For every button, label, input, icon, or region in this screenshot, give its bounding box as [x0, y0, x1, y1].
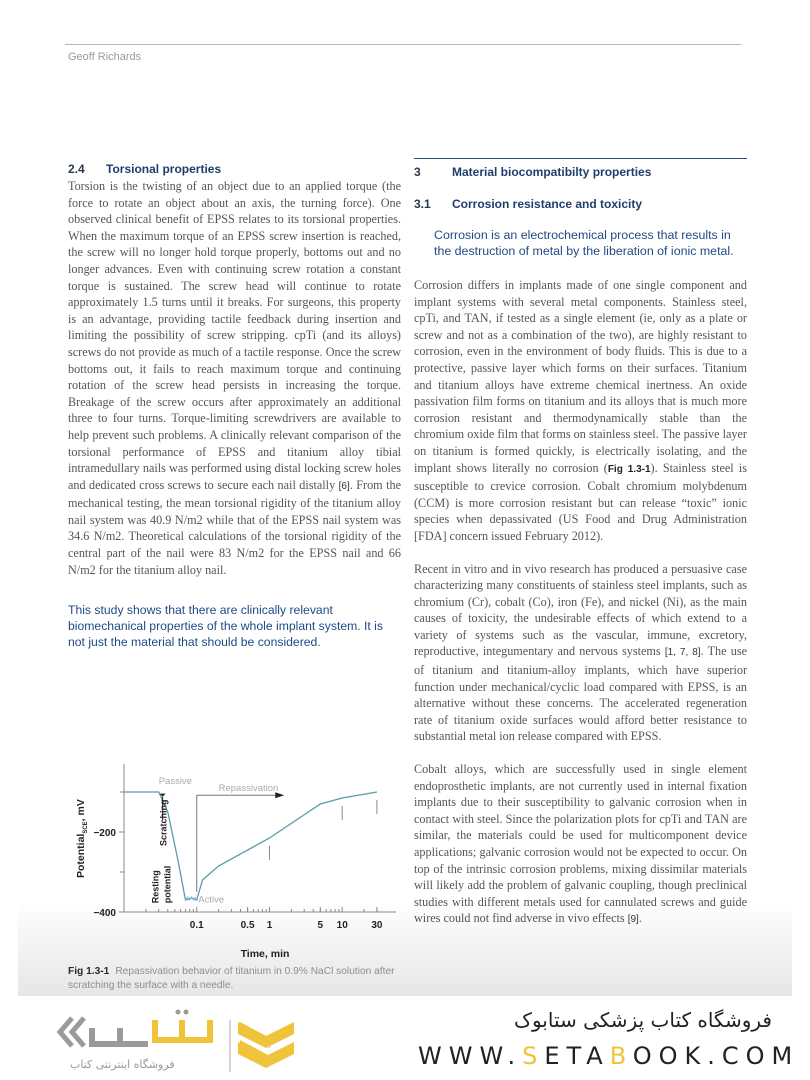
citation-link[interactable]: [6] — [338, 480, 350, 492]
citation-link[interactable]: [1, 7, 8] — [664, 647, 701, 659]
url-part-accent: S — [522, 1042, 545, 1070]
subsection-title: Corrosion resistance and toxicity — [452, 197, 643, 211]
url-part: ETA — [544, 1042, 610, 1070]
text-run: . — [638, 911, 642, 926]
x-tick-label: 0.5 — [240, 920, 255, 931]
text-run: Recent in vitro and in vivo research has produced a persuasive case characterizing many constituents of stainless steel implants, such as chromium (Cr), cobalt (Co), iron (Fe), and nickel (Ni), as the main causes of toxicity, the undesirable effects of which extend to a variety of systems such as the vascular, immune, excretory, reproductive, integumentary and nervous systems — [414, 561, 747, 659]
corrosion-paragraph-1 — [414, 277, 747, 545]
figure-caption-text: Repassivation behavior of titanium in 0.9% NaCl solution after scratching the surface with a needle. — [68, 966, 395, 991]
running-head: Geoff Richards — [68, 51, 142, 63]
top-rule — [65, 44, 741, 45]
x-axis-label: Time, min — [240, 948, 290, 960]
text-run: ). Stainless steel is susceptible to crevice corrosion. Cobalt chromium molybdenum (CCM) is more corrosion resistant but can release “toxic” ionic species when depassivated (US Food and Drug Administration [FDA] concern issued February 2012). — [414, 460, 748, 543]
url-part: WWW. — [418, 1042, 523, 1070]
logo-wordmark — [155, 1020, 210, 1040]
citation-link[interactable]: [9] — [627, 914, 639, 926]
section-rule — [414, 158, 747, 159]
text-run: Corrosion differs in implants made of one single component and implant systems with several metal components. Stainless steel, cpTi, and TAN, if tested as a single element (ie, only as a plate or screw and not as a combination of the two), are highly resistant to corrosion, even in the environment of body fluids. This is due to a protective, passive layer which forms on their surfaces. Titanium and titanium alloys have extreme chemical inertness. An oxide passivation film forms on titanium and its alloys that is much more corrosion resistant and thermodynamically stable than the chromium oxide film that forms on stainless steel. The passive layer on titanium is formed quickly, is electrically isolating, and the implant shows literally no corrosion ( — [414, 278, 747, 475]
subsection-number: 3.1 — [414, 197, 431, 211]
annotation-repassivation: Repassivation — [218, 783, 279, 795]
corrosion-paragraph-2 — [414, 561, 747, 746]
callout-corrosion: Corrosion is an electrochemical process that results in the destruction of metal by the liberation of ionic metal. — [434, 228, 734, 258]
right-column — [414, 158, 747, 929]
x-tick-label: 10 — [336, 920, 348, 931]
corrosion-paragraph-3 — [414, 761, 747, 929]
annotation-active: Active — [198, 894, 225, 906]
logo-subtitle: فروشگاه اینترنتی کتاب — [70, 1058, 175, 1071]
annotation-passive: Passive — [158, 776, 192, 787]
text-run: . The use of titanium and titanium-alloy implants, which have superior function under mechanical/cyclic load compared with EPSS, is an alternative without these concerns. The accelerated regeneration rate of titanium oxide surfaces would afford better resistance to substantial metal ion release compared with EPSS. — [414, 644, 747, 744]
chevron-left-icon — [60, 1018, 84, 1046]
figure-reference-link[interactable]: Fig 1.3-1 — [607, 463, 651, 475]
torsion-paragraph — [68, 178, 401, 578]
repassivation-chart — [18, 760, 408, 996]
annotation-resting: Resting — [150, 870, 161, 904]
brand-url[interactable] — [418, 1042, 799, 1070]
url-part-accent: B — [609, 1042, 633, 1070]
text-run: . From the mechanical testing, the mean torsional rigidity of the titanium alloy nail system was 40.9 N/m2 while that of the EPSS nail system was 34.6 N/m2. Theoretical calculations of the torsional rigidity of the central part of the nail were 83 N/m2 for the EPSS nail and 66 N/m2 for the titanium alloy nail. — [68, 477, 401, 577]
section-heading-3-1 — [414, 197, 747, 211]
section-number: 2.4 — [68, 162, 85, 176]
section-title: Material biocompatibilty properties — [452, 165, 652, 179]
callout-biomechanics: This study shows that there are clinically relevant biomechanical properties of the whole implant system. It is not just the material that should be considered. — [68, 603, 383, 650]
x-tick-label: 30 — [371, 920, 383, 931]
left-column — [68, 162, 401, 650]
publisher-footer — [0, 1000, 810, 1080]
text-run: Torsion is the twisting of an object due to an applied torque (the force to rotate an object about an axis, the turning force). One observed clinical benefit of EPSS relates to its torsional properties. When the maximum torque of an EPSS screw insertion is reached, the screw will no longer hold torque properly, bottoms out and no longer advances. Even with continuing screw rotation a constant torque is sustained. The screw head will continue to rotate approximately 1.5 turns until it breaks. For surgeons, this property is an advantage, providing tactile feedback during insertion and limiting the possibility of screw stripping. cpTi (and its alloys) screws do not provide as much of a tactile response. Once the screw bottoms out, it fails to reach maximum torque and continuing rotation of the screw head persists in increasing the torque. Breakage of the screw occurs after approximately an additional three to four turns. Torque-limiting screwdrivers are available to help prevent such problems. A clinically relevant comparison of the torsional performance of EPSS and titanium alloy tibial intramedullary nails was performed using distal locking screw holes and dedicated cross screws to secure each nail distally — [68, 179, 401, 492]
url-part: OOK.COM — [632, 1042, 800, 1070]
brand-name-fa: فروشگاه کتاب پزشکی ستابوک — [514, 1008, 772, 1032]
annotation-scratching: Scratching — [158, 799, 169, 846]
text-run: Cobalt alloys, which are successfully used in single element endoprosthetic implants, are not currently used in internal fixation implants due to their susceptibility to galvanic corrosion when in contact with steel. Since the polarization plots for cpTi and TAN are similar, the materials could be used for multicomponent device applications; galvanic corrosion would not be expected to occur. On top of the intrinsic corrosion problems, mixing dissimilar materials will likely add the problem of galvanic coupling, though preclinical studies with different metals used for cannulated screws and guide wires could not find adverse in vivo effects — [414, 762, 747, 926]
y-tick-label: −400 — [93, 908, 116, 919]
x-tick-label: 5 — [317, 920, 324, 931]
y-tick-label: −200 — [93, 828, 116, 839]
section-heading-2-4 — [68, 162, 401, 176]
section-number: 3 — [414, 165, 421, 179]
x-tick-label: 1 — [266, 920, 273, 931]
x-tick-label: 0.1 — [189, 920, 204, 931]
section-title: Torsional properties — [106, 162, 222, 176]
figure-label: Fig 1.3-1 — [68, 966, 110, 977]
y-axis-label: Potential$_{SCE}$, mV — [75, 799, 89, 878]
chevron-shield-icon — [238, 1014, 298, 1074]
section-heading-3 — [414, 165, 747, 179]
figure-caption — [68, 965, 398, 993]
annotation-potential: potential — [162, 865, 173, 904]
